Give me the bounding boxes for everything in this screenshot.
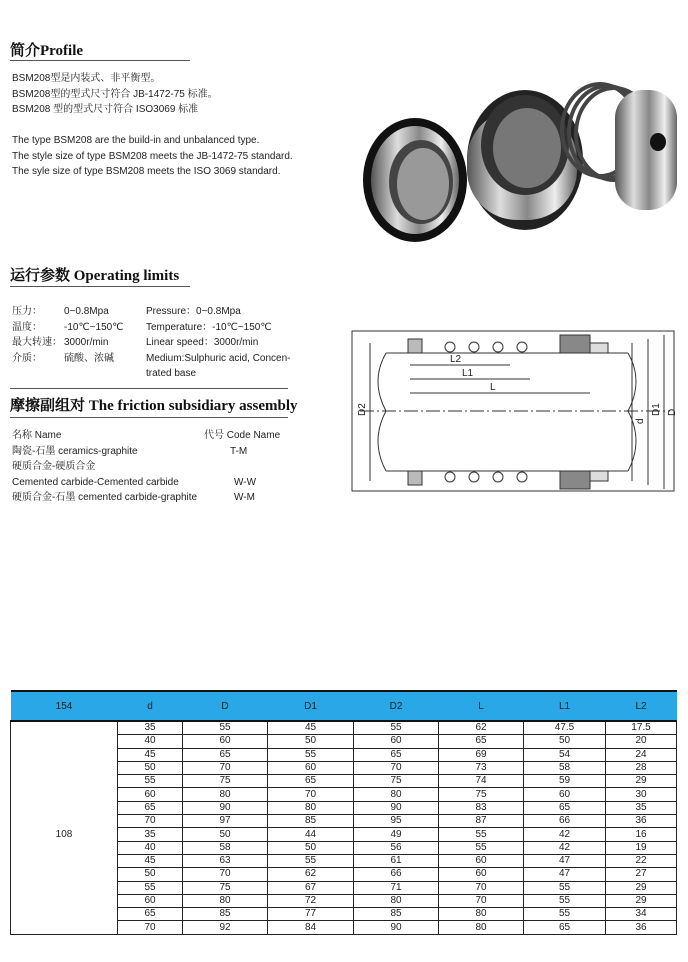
- friction-code: W-M: [234, 492, 255, 504]
- table-cell: 80: [439, 908, 524, 921]
- table-cell: 44: [268, 828, 354, 841]
- table-cell: 80: [183, 894, 268, 907]
- profile-en-line: The syle size of type BSM208 meets the ISO 3069 standard.: [12, 166, 281, 178]
- table-cell: 55: [439, 841, 524, 854]
- table-row: [11, 828, 677, 841]
- table-cell: 45: [118, 854, 183, 867]
- friction-heading: 摩擦副组对 The friction subsidiary assembly: [10, 398, 298, 414]
- limit-value: 硫酸、浓碱: [64, 352, 114, 364]
- table-cell: 55: [439, 828, 524, 841]
- limit-en-line: Medium:Sulphuric acid, Concen-: [146, 352, 291, 364]
- table-cell: 87: [439, 815, 524, 828]
- limit-label: 温度：: [12, 321, 42, 333]
- table-row: [11, 735, 677, 748]
- table-cell: 62: [268, 868, 354, 881]
- table-row: [11, 775, 677, 788]
- table-cell: 42: [524, 828, 606, 841]
- table-cell: 40: [118, 841, 183, 854]
- table-cell: 50: [183, 828, 268, 841]
- table-cell: 85: [354, 908, 439, 921]
- table-cell: 55: [183, 721, 268, 735]
- limit-row: [12, 351, 123, 367]
- table-cell: 70: [118, 921, 183, 934]
- table-row: [11, 908, 677, 921]
- limit-en-line: trated base: [146, 368, 197, 380]
- table-cell: 77: [268, 908, 354, 921]
- col-header: L2: [606, 691, 677, 721]
- table-cell: 36: [606, 815, 677, 828]
- friction-list: [12, 428, 292, 506]
- table-cell: 67: [268, 881, 354, 894]
- group-label-cell: [11, 881, 118, 894]
- table-cell: 75: [354, 775, 439, 788]
- table-cell: 80: [354, 788, 439, 801]
- friction-name: 陶瓷-石墨 ceramics-graphite: [12, 445, 138, 457]
- table-cell: 83: [439, 801, 524, 814]
- friction-name: 硬质合金-石墨 cemented carbide-graphite: [12, 492, 198, 504]
- table-cell: 29: [606, 894, 677, 907]
- friction-row: [12, 459, 292, 475]
- table-cell: 60: [354, 735, 439, 748]
- group-label-cell: [11, 721, 118, 735]
- group-label-cell: [11, 748, 118, 761]
- table-cell: 29: [606, 881, 677, 894]
- table-row: [11, 748, 677, 761]
- limit-row: [12, 304, 123, 320]
- table-cell: 55: [354, 721, 439, 735]
- table-cell: 50: [268, 841, 354, 854]
- table-row: [11, 721, 677, 735]
- limit-label: 最大转速：: [12, 337, 62, 349]
- table-cell: 65: [268, 775, 354, 788]
- table-cell: 65: [183, 748, 268, 761]
- dim-label-l2: L2: [450, 354, 462, 365]
- table-cell: 55: [118, 881, 183, 894]
- table-cell: 20: [606, 735, 677, 748]
- group-label-cell: [11, 868, 118, 881]
- group-label-cell: [11, 908, 118, 921]
- friction-code: T-M: [230, 445, 248, 457]
- table-cell: 97: [183, 815, 268, 828]
- limit-en-line: Linear speed：3000r/min: [146, 337, 259, 349]
- table-cell: 95: [354, 815, 439, 828]
- table-cell: 80: [354, 894, 439, 907]
- table-cell: 80: [268, 801, 354, 814]
- group-label-cell: [11, 815, 118, 828]
- table-cell: 55: [118, 775, 183, 788]
- friction-header-row: [12, 428, 292, 444]
- table-cell: 28: [606, 761, 677, 774]
- friction-row: [12, 444, 292, 460]
- table-cell: 75: [183, 881, 268, 894]
- table-cell: 55: [524, 881, 606, 894]
- table-cell: 56: [354, 841, 439, 854]
- table-cell: 30: [606, 788, 677, 801]
- table-cell: 65: [524, 921, 606, 934]
- table-cell: 22: [606, 854, 677, 867]
- table-cell: 55: [268, 854, 354, 867]
- limit-label: 压力：: [12, 306, 42, 317]
- table-cell: 85: [268, 815, 354, 828]
- table-cell: 60: [118, 788, 183, 801]
- dim-label-dd: D: [667, 408, 678, 416]
- limit-row: [12, 335, 123, 351]
- dim-label-d: d: [635, 418, 646, 424]
- table-cell: 58: [183, 841, 268, 854]
- table-cell: 70: [439, 881, 524, 894]
- table-cell: 19: [606, 841, 677, 854]
- table-cell: 65: [354, 748, 439, 761]
- friction-code: W-W: [234, 476, 257, 488]
- col-header: d: [118, 691, 183, 721]
- table-cell: 90: [183, 801, 268, 814]
- limit-label: 介质：: [12, 352, 42, 364]
- col-header: L1: [524, 691, 606, 721]
- group-label-cell: [11, 735, 118, 748]
- table-cell: 60: [524, 788, 606, 801]
- limits-heading: 运行参数 Operating limits: [10, 268, 180, 284]
- table-cell: 60: [183, 735, 268, 748]
- table-row: [11, 894, 677, 907]
- table-cell: 66: [524, 815, 606, 828]
- table-cell: 50: [268, 735, 354, 748]
- table-cell: 35: [118, 721, 183, 735]
- table-cell: 80: [183, 788, 268, 801]
- profile-rule: [10, 60, 190, 61]
- table-cell: 75: [183, 775, 268, 788]
- table-cell: 42: [524, 841, 606, 854]
- group-label-cell: [11, 801, 118, 814]
- table-cell: 70: [183, 868, 268, 881]
- limit-en-line: Pressure：0~0.8Mpa: [146, 306, 241, 317]
- limit-value: 0~0.8Mpa: [64, 306, 109, 317]
- dim-label-l: L: [490, 382, 496, 393]
- table-row: [11, 761, 677, 774]
- table-cell: 47: [524, 854, 606, 867]
- table-cell: 17.5: [606, 721, 677, 735]
- table-cell: 85: [183, 908, 268, 921]
- table-cell: 80: [439, 921, 524, 934]
- friction-row: [12, 475, 292, 491]
- profile-cn-line: BSM208型是内装式、非平衡型。: [12, 73, 161, 84]
- table-cell: 35: [118, 828, 183, 841]
- group-label-cell: [11, 921, 118, 934]
- table-row: [11, 854, 677, 867]
- group-label-cell: [11, 841, 118, 854]
- table-cell: 55: [524, 908, 606, 921]
- table-cell: 35: [606, 801, 677, 814]
- group-label-cell: [11, 894, 118, 907]
- table-cell: 16: [606, 828, 677, 841]
- table-cell: 58: [524, 761, 606, 774]
- table-row: [11, 881, 677, 894]
- table-cell: 47: [524, 868, 606, 881]
- col-header: D1: [268, 691, 354, 721]
- profile-cn-line: BSM208型的型式尺寸符合 JB-1472-75 标准。: [12, 88, 218, 100]
- table-cell: 60: [439, 854, 524, 867]
- table-row: [11, 841, 677, 854]
- table-cell: 72: [268, 894, 354, 907]
- profile-en-line: The style size of type BSM208 meets the JB-1472-75 standard.: [12, 150, 293, 162]
- table-cell: 70: [439, 894, 524, 907]
- table-cell: 65: [524, 801, 606, 814]
- table-row: [11, 868, 677, 881]
- table-cell: 29: [606, 775, 677, 788]
- table-cell: 60: [118, 894, 183, 907]
- dimension-table: [10, 690, 677, 935]
- table-cell: 24: [606, 748, 677, 761]
- friction-name: 硬质合金-硬质合金: [12, 461, 96, 473]
- table-cell: 70: [354, 761, 439, 774]
- limit-value: -10℃~150℃: [64, 321, 124, 333]
- group-label-cell: [11, 761, 118, 774]
- group-label-cell: [11, 775, 118, 788]
- table-cell: 27: [606, 868, 677, 881]
- table-cell: 49: [354, 828, 439, 841]
- table-row: [11, 801, 677, 814]
- profile-cn-text: [12, 71, 218, 118]
- col-header: D2: [354, 691, 439, 721]
- table-cell: 70: [268, 788, 354, 801]
- profile-en-line: The type BSM208 are the build-in and unbalanced type.: [12, 135, 260, 146]
- table-cell: 50: [524, 735, 606, 748]
- table-cell: 60: [268, 761, 354, 774]
- table-cell: 92: [183, 921, 268, 934]
- table-row: [11, 921, 677, 934]
- table-cell: 70: [118, 815, 183, 828]
- table-header-row: [11, 691, 677, 721]
- dim-label-d2: D2: [357, 403, 368, 416]
- profile-heading: 简介Profile: [10, 43, 84, 59]
- table-cell: 71: [354, 881, 439, 894]
- col-header: 154: [11, 691, 118, 721]
- table-cell: 69: [439, 748, 524, 761]
- table-cell: 65: [118, 908, 183, 921]
- table-cell: 70: [183, 761, 268, 774]
- table-cell: 65: [439, 735, 524, 748]
- friction-code-header: 代号 Code Name: [204, 430, 281, 441]
- table-cell: 63: [183, 854, 268, 867]
- friction-name-header: 名称 Name: [12, 430, 62, 441]
- limit-en-line: Temperature：-10℃~150℃: [146, 321, 272, 333]
- limits-cn-list: [12, 304, 123, 366]
- group-label-cell: [11, 788, 118, 801]
- table-cell: 50: [118, 761, 183, 774]
- group-label-cell: 108: [11, 828, 118, 841]
- table-cell: 60: [439, 868, 524, 881]
- dim-label-l1: L1: [462, 368, 474, 379]
- table-cell: 45: [118, 748, 183, 761]
- limit-value: 3000r/min: [64, 337, 109, 349]
- table-cell: 36: [606, 921, 677, 934]
- limits-en-list: [146, 304, 291, 382]
- col-header: D: [183, 691, 268, 721]
- table-cell: 50: [118, 868, 183, 881]
- limits-rule: [10, 286, 190, 287]
- table-cell: 45: [268, 721, 354, 735]
- table-cell: 55: [524, 894, 606, 907]
- table-cell: 34: [606, 908, 677, 921]
- table-cell: 62: [439, 721, 524, 735]
- table-row: [11, 788, 677, 801]
- table-cell: 75: [439, 788, 524, 801]
- friction-name: Cemented carbide-Cemented carbide: [12, 476, 179, 488]
- table-cell: 66: [354, 868, 439, 881]
- seal-product-image: [355, 50, 685, 270]
- table-cell: 73: [439, 761, 524, 774]
- table-cell: 74: [439, 775, 524, 788]
- table-cell: 65: [118, 801, 183, 814]
- profile-cn-line: BSM208 型的型式尺寸符合 ISO3069 标准: [12, 104, 199, 116]
- profile-en-text: [12, 133, 293, 180]
- table-cell: 59: [524, 775, 606, 788]
- table-cell: 90: [354, 801, 439, 814]
- table-cell: 61: [354, 854, 439, 867]
- table-cell: 90: [354, 921, 439, 934]
- table-cell: 84: [268, 921, 354, 934]
- friction-row: [12, 490, 292, 506]
- friction-rule: [10, 417, 288, 418]
- friction-top-rule: [10, 388, 288, 389]
- table-body: [11, 721, 677, 934]
- seal-technical-drawing: [350, 325, 685, 500]
- limit-row: [12, 320, 123, 336]
- table-cell: 55: [268, 748, 354, 761]
- table-cell: 47.5: [524, 721, 606, 735]
- group-label-cell: [11, 854, 118, 867]
- dim-label-d1: D1: [651, 403, 662, 416]
- col-header: L: [439, 691, 524, 721]
- table-row: [11, 815, 677, 828]
- table-cell: 54: [524, 748, 606, 761]
- table-cell: 40: [118, 735, 183, 748]
